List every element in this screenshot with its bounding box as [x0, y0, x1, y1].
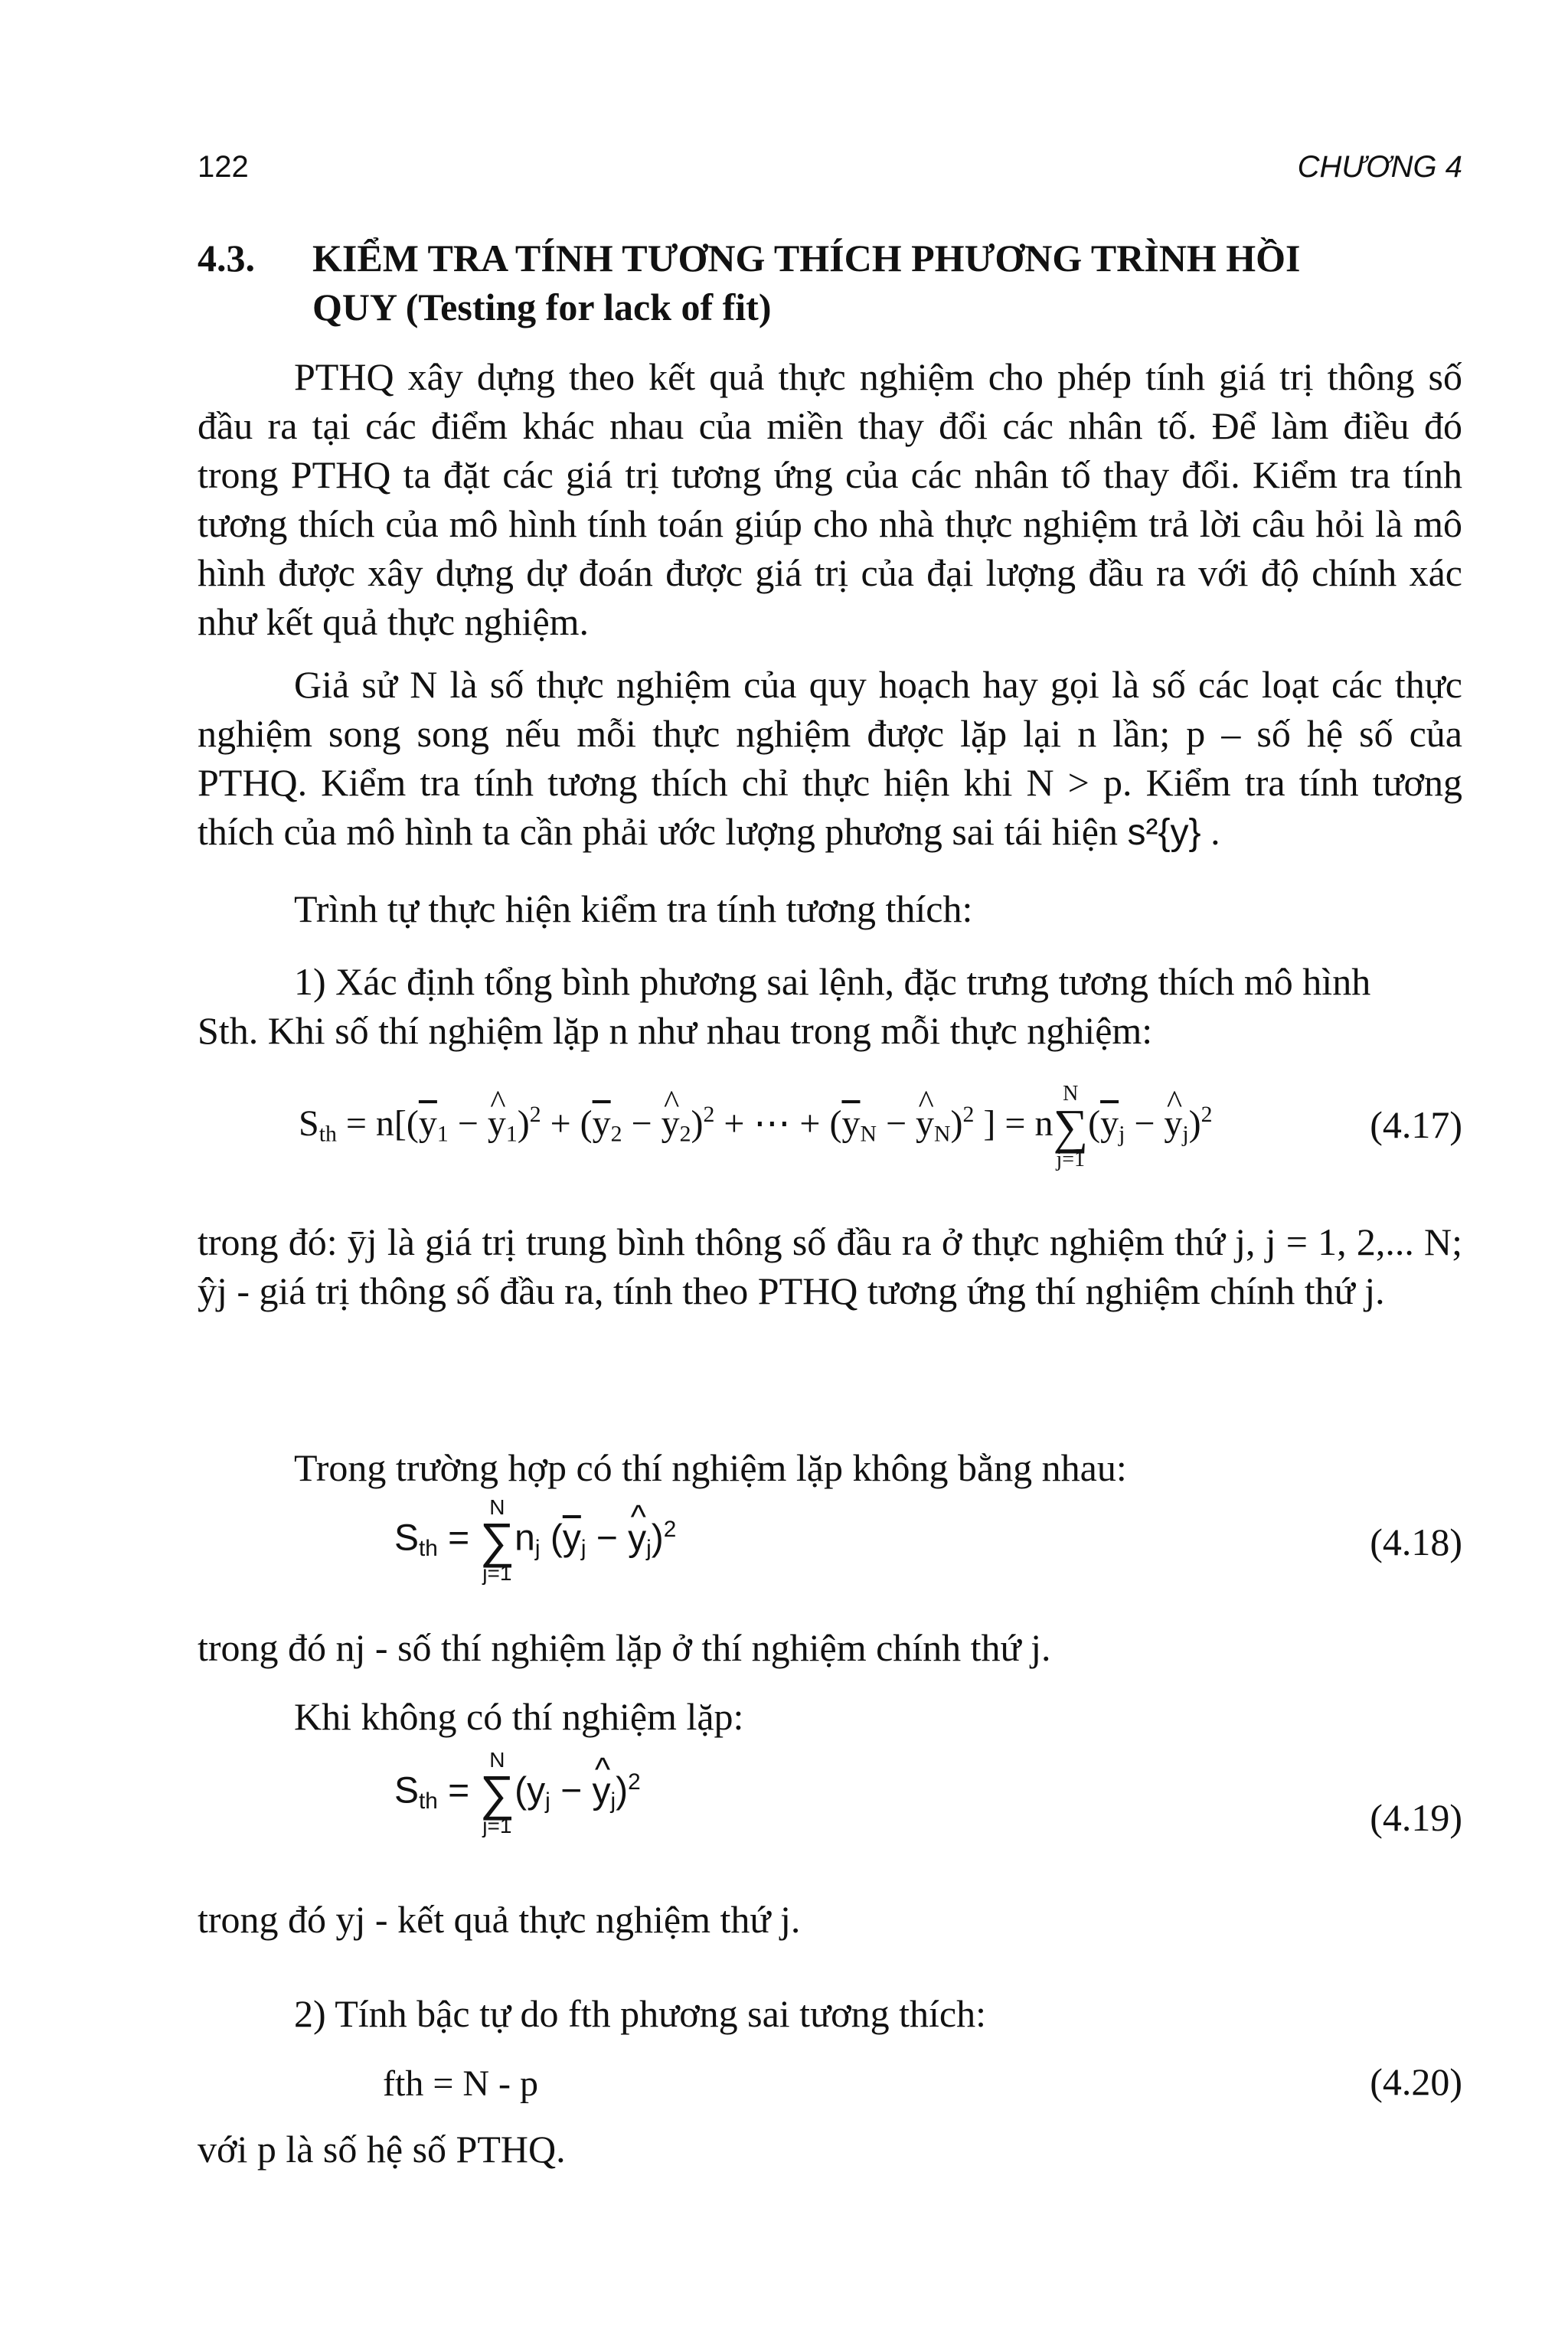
sum-symbol: N ∑ j=1 — [1053, 1082, 1089, 1171]
sum-symbol: N ∑ j=1 — [479, 1495, 515, 1585]
paragraph-no-repeats: Khi không có thí nghiệm lặp: — [294, 1695, 744, 1738]
step-one — [198, 957, 1462, 1055]
paragraph-where-3: trong đó yj - kết quả thực nghiệm thứ j. — [198, 1898, 801, 1941]
paragraph-where-2: trong đó nj - số thí nghiệm lặp ở thí nghiệm chính thứ j. — [198, 1626, 1051, 1669]
paragraph-procedure: Trình tự thực hiện kiểm tra tính tương thích: — [294, 887, 973, 930]
paragraph-assumption: Giả sử N là số thực nghiệm của quy hoạch hay gọi là số các loạt các thực nghiệm song song nếu mỗi thực nghiệm được lặp lại n lần; p – số hệ số của PTHQ. Kiểm tra tính tương thích chỉ thực hiện khi N > p. Kiểm tra tính tương thích của mô hình ta cần phải ước lượng phương sai tái hiện s²{y} . — [198, 663, 1462, 853]
paragraph-intro: PTHQ xây dựng theo kết quả thực nghiệm cho phép tính giá trị thông số đầu ra tại các điểm khác nhau của miền thay đổi các nhân tố. Để làm điều đó trong PTHQ ta đặt các giá trị tương ứng của các nhân tố thay đổi. Kiểm tra tính tương thích của mô hình tính toán giúp cho nhà thực nghiệm trả lời câu hỏi là mô hình được xây dựng dự đoán được giá trị của đại lượng đầu ra với độ chính xác như kết quả thực nghiệm. — [198, 355, 1462, 643]
equation-label-4-19: (4.19) — [1370, 1796, 1462, 1839]
sum-symbol: N ∑ j=1 — [479, 1748, 515, 1838]
step-two: 2) Tính bậc tự do fth phương sai tương thích: — [294, 1992, 986, 2035]
paragraph-assumption-text: Giả sử N là số thực nghiệm của quy hoạch hay gọi là số các loạt các thực nghiệm song song nếu mỗi thực nghiệm được lặp lại n lần; p – số hệ số của PTHQ. Kiểm tra tính tương thích chỉ thực hiện khi N > p. Kiểm tra tính tương thích của mô hình ta cần phải ước lượng phương sai tái hiện — [198, 663, 1462, 853]
section-heading — [198, 234, 1464, 332]
section-title-line2: QUY (Testing for lack of fit) — [312, 286, 772, 328]
variance-expression: s²{y} — [1127, 812, 1201, 853]
equation-label-4-18: (4.18) — [1370, 1521, 1462, 1563]
equation-4-18: $S_{th}$ = N ∑ j=1 $n_j$ ($\overline{y}_j$ − ^ $y_j)^2$ — [394, 1497, 676, 1584]
chapter-header: CHƯƠNG 4 — [1297, 150, 1462, 184]
paragraph-final: với p là số hệ số PTHQ. — [198, 2128, 566, 2171]
equation-label-4-17: (4.17) — [1370, 1103, 1462, 1146]
step-one-line1: 1) Xác định tổng bình phương sai lệnh, đặc trưng tương thích mô hình — [294, 960, 1371, 1003]
paragraph-where-1: trong đó: ȳj là giá trị trung bình thông số đầu ra ở thực nghiệm thứ j, j = 1, 2,... N; ŷj - giá trị thông số đầu ra, tính theo PTHQ tương ứng thí nghiệm chính thứ j. — [198, 1220, 1462, 1312]
section-number: 4.3. — [198, 237, 255, 279]
page-number: 122 — [198, 150, 249, 184]
equation-label-4-20: (4.20) — [1370, 2060, 1462, 2103]
section-title-line1: KIỂM TRA TÍNH TƯƠNG THÍCH PHƯƠNG TRÌNH HỒI — [312, 237, 1301, 279]
equation-4-20: fth = N - p — [383, 2063, 539, 2104]
equation-4-19: $S_{th}$ = N ∑ j=1 ($y_j$ − ^ $y_j)^2$ — [394, 1749, 641, 1837]
step-one-line2: Sth. Khi số thí nghiệm lặp n như nhau trong mỗi thực nghiệm: — [198, 1009, 1153, 1052]
equation-4-17: $S_{th} = n[(\overline{y}_1$ − ^ $y_1)^2 + (\overline{y}_2$ − ^ $y_2)^2$ + ⋯ + ($\overline{y}_N$ − ^ $y_N)^2$ ] = n N ∑ j=1 ($\overline{y}_j$ − ^ $y_j)^2$ — [299, 1083, 1213, 1171]
paragraph-unequal-repeats: Trong trường hợp có thí nghiệm lặp không bằng nhau: — [294, 1446, 1127, 1489]
